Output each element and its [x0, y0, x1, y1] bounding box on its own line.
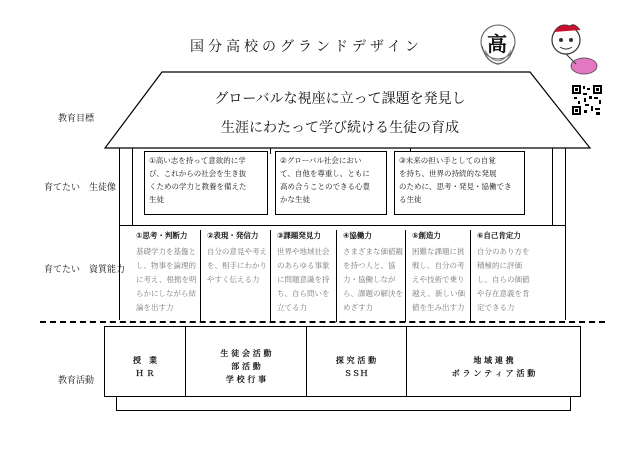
pillar — [270, 148, 271, 154]
student-image-box-1: ①高い志を持って意欲的に学 び、これからの社会を生き抜 くための学力と教養を備えた 生徒 — [144, 151, 268, 215]
capability-column-1 — [133, 230, 201, 322]
student-image-box-3: ③未来の担い手としての自覚 を持ち、世界の持続的な発展 のために、思考・発見・協働でき る生徒 — [394, 151, 525, 215]
pillar — [552, 148, 553, 226]
capability-row-top — [119, 225, 565, 226]
activity-student-council: 生 徒 会 活 動 部 活 動 学 校 行 事 — [220, 349, 272, 384]
activity-class-hr: 授 業 Ｈ Ｒ — [133, 356, 157, 378]
student-image-box-2: ②グローバル社会におい て、自他を尊重し、ともに 高め合うことのできる心豊 かな生徒 — [275, 151, 387, 215]
foundation-divider — [40, 321, 605, 323]
capability-name: ②表現・発信力 — [207, 231, 259, 240]
wall-left — [119, 148, 120, 320]
capability-column-4 — [340, 230, 406, 322]
label-student-image: 育てたい 生徒像 — [44, 183, 117, 193]
pillar — [132, 148, 133, 226]
capability-column-5 — [409, 230, 471, 322]
capability-column-2 — [204, 230, 271, 322]
capability-desc: 基礎学力を基盤とし、物事を論理的に考え、根拠を明らかにしながら結論を出す力 — [136, 247, 197, 312]
emblem-char: 高 — [487, 32, 507, 56]
page-title: 国分高校のグランドデザイン — [190, 39, 424, 55]
capability-desc: 自分の意見や考えを、相手にわかりやすく伝える力 — [207, 247, 267, 284]
capability-column-3 — [274, 230, 337, 322]
wall-right — [565, 148, 566, 320]
capability-name: ③課題発見力 — [277, 231, 321, 240]
capability-name: ①思考・判断力 — [136, 231, 188, 240]
goal-line-1: グローバルな視座に立って課題を発見し — [214, 91, 466, 107]
capability-desc: 世界や地域社会のあらゆる事象に問題意識を持ち、自ら問いを立てる力 — [277, 247, 330, 312]
capability-name: ⑤創造力 — [412, 231, 441, 240]
capability-name: ⑥自己肯定力 — [477, 231, 521, 240]
capability-desc: 困難な課題に挑戦し、自分の考えや技術で乗り越え、新しい価値を生み出す力 — [412, 247, 465, 312]
capability-column-6 — [474, 230, 532, 322]
activity-community: 地 域 連 携 ボ ラ ン テ ィ ア 活 動 — [451, 356, 536, 378]
label-education-goal: 教育目標 — [58, 114, 95, 124]
capability-desc: 自分のあり方を積極的に評価し、自らの価値や存在意義を肯定できる力 — [477, 247, 530, 312]
capability-desc: さまざまな価値観を持つ人と、協力・協働しながら、課題の解決をめざす力 — [343, 247, 403, 312]
label-activities: 教育活動 — [58, 376, 95, 386]
activities-base — [116, 397, 571, 411]
goal-line-2: 生涯にわたって学び続ける生徒の育成 — [221, 120, 459, 136]
capability-name: ④協働力 — [343, 231, 372, 240]
label-qualities: 育てたい 資質能力 — [44, 265, 126, 275]
activity-inquiry: 探 究 活 動 ＳＳＨ — [335, 356, 377, 378]
